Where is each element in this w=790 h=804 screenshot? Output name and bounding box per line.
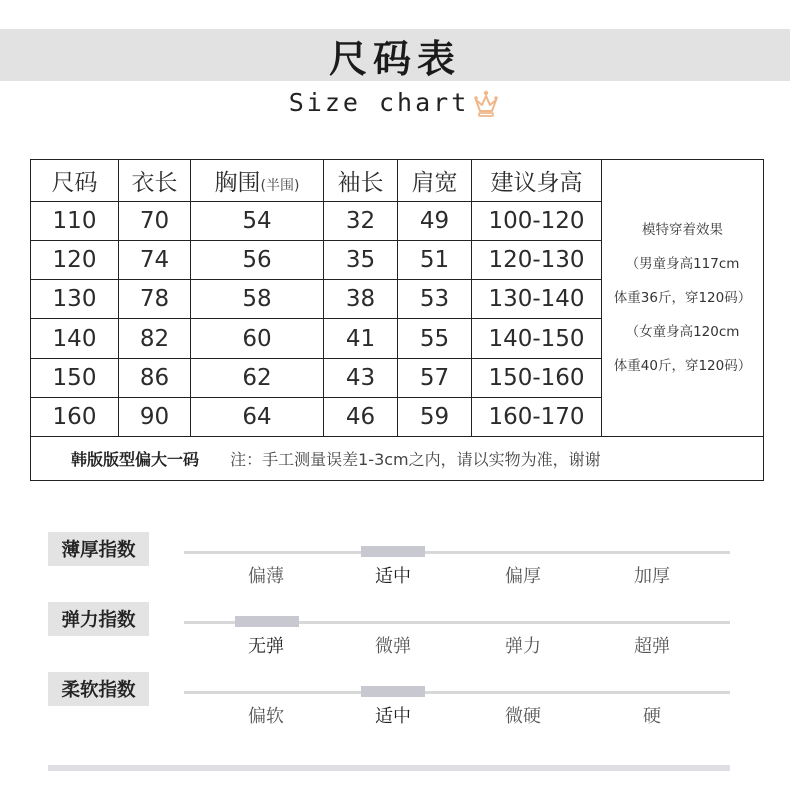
softness-option: 微硬	[505, 706, 541, 727]
cell-chest: 58	[191, 280, 324, 319]
softness-option: 硬	[643, 706, 661, 727]
thickness-option: 适中	[375, 566, 411, 587]
cell-sleeve: 41	[324, 319, 398, 358]
cell-height: 150-160	[472, 358, 602, 397]
cell-height: 140-150	[472, 319, 602, 358]
cell-chest: 60	[191, 319, 324, 358]
model-note-girl-2: 体重40斤，穿120码）	[613, 357, 752, 374]
cell-shoulder: 55	[398, 319, 472, 358]
cell-length: 82	[119, 319, 191, 358]
col-header-chest	[191, 160, 324, 202]
cell-shoulder: 59	[398, 397, 472, 436]
cell-shoulder: 57	[398, 358, 472, 397]
cell-length: 74	[119, 241, 191, 280]
col-header-shoulder: 肩宽	[398, 160, 472, 202]
table-header-row	[31, 160, 764, 202]
cell-shoulder: 51	[398, 241, 472, 280]
cell-size: 150	[31, 358, 119, 397]
model-note-title: 模特穿着效果	[642, 221, 723, 238]
elasticity-option: 超弹	[634, 636, 670, 657]
cell-chest: 56	[191, 241, 324, 280]
cell-length: 86	[119, 358, 191, 397]
subtitle: Size chart	[288, 87, 470, 117]
elasticity-option: 无弹	[248, 636, 284, 657]
cell-height: 100-120	[472, 202, 602, 241]
col-header-sleeve: 袖长	[324, 160, 398, 202]
softness-index-marker	[361, 686, 425, 697]
softness-index-label: 柔软指数	[48, 672, 149, 706]
cell-length: 70	[119, 202, 191, 241]
col-header-chest-label: 胸围	[214, 170, 261, 197]
model-note-boy-1: （男童身高117cm	[625, 255, 740, 272]
elasticity-index-label: 弹力指数	[48, 602, 149, 636]
cell-shoulder: 49	[398, 202, 472, 241]
softness-option: 偏软	[248, 706, 284, 727]
cell-height: 160-170	[472, 397, 602, 436]
cell-chest: 64	[191, 397, 324, 436]
cell-sleeve: 35	[324, 241, 398, 280]
thickness-option: 加厚	[634, 566, 670, 587]
softness-index	[0, 672, 790, 742]
thickness-option: 偏薄	[248, 566, 284, 587]
table-footer-row	[31, 436, 764, 480]
cell-size: 130	[31, 280, 119, 319]
cell-sleeve: 46	[324, 397, 398, 436]
cell-size: 110	[31, 202, 119, 241]
thickness-index-track	[184, 551, 730, 554]
cell-height: 120-130	[472, 241, 602, 280]
cell-shoulder: 53	[398, 280, 472, 319]
elasticity-option: 微弹	[375, 636, 411, 657]
model-note-girl-1: （女童身高120cm	[625, 323, 740, 340]
cell-length: 78	[119, 280, 191, 319]
col-header-length: 衣长	[119, 160, 191, 202]
page-title: 尺码表	[328, 36, 461, 81]
col-header-chest-suffix: (半围)	[260, 178, 300, 195]
measurement-note: 注：手工测量误差1-3cm之内，请以实物为准，谢谢	[230, 449, 601, 469]
bottom-divider	[48, 765, 730, 771]
cell-size: 160	[31, 397, 119, 436]
cell-sleeve: 43	[324, 358, 398, 397]
thickness-option: 偏厚	[505, 566, 541, 587]
model-note	[602, 160, 764, 437]
table-footer	[31, 436, 764, 480]
fit-note: 韩版版型偏大一码	[71, 449, 200, 469]
cell-chest: 54	[191, 202, 324, 241]
elasticity-option: 弹力	[505, 636, 541, 657]
elasticity-index	[0, 602, 790, 672]
thickness-index-marker	[361, 546, 425, 557]
cell-chest: 62	[191, 358, 324, 397]
cell-size: 140	[31, 319, 119, 358]
model-note-boy-2: 体重36斤，穿120码）	[613, 289, 752, 306]
col-header-size: 尺码	[31, 160, 119, 202]
thickness-index-label: 薄厚指数	[48, 532, 149, 566]
elasticity-index-marker	[235, 616, 299, 627]
cell-sleeve: 38	[324, 280, 398, 319]
subtitle-row	[0, 86, 790, 118]
cell-height: 130-140	[472, 280, 602, 319]
cell-length: 90	[119, 397, 191, 436]
thickness-index	[0, 532, 790, 602]
softness-index-track	[184, 691, 730, 694]
size-table	[30, 159, 764, 481]
cell-size: 120	[31, 241, 119, 280]
cell-sleeve: 32	[324, 202, 398, 241]
col-header-height: 建议身高	[472, 160, 602, 202]
crown-icon	[471, 89, 501, 119]
softness-option: 适中	[375, 706, 411, 727]
